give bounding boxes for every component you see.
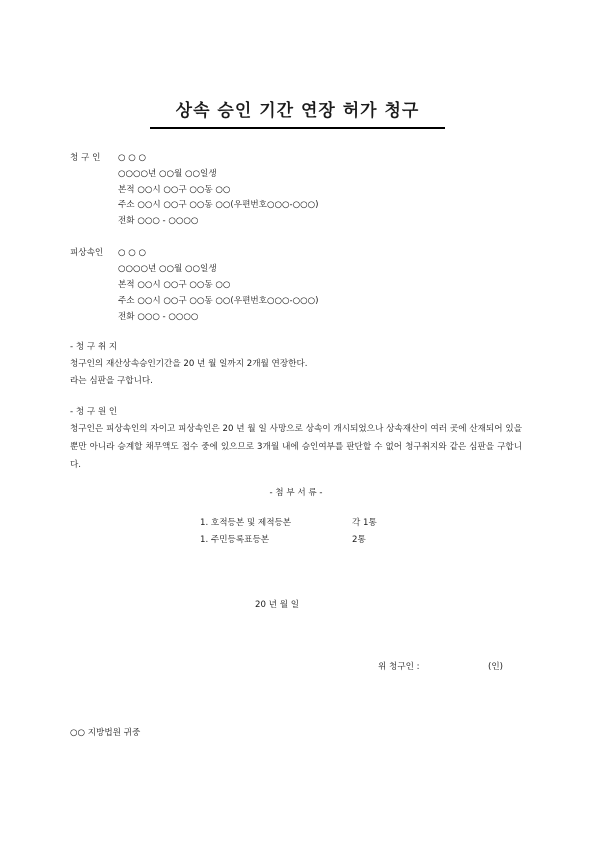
purpose-line-1: 청구인의 재산상속승인기간을 20 년 월 일까지 2개월 연장한다. (70, 359, 308, 369)
claimant-label: 청 구 인 (70, 153, 101, 163)
attachment-item-2: 1. 주민등록표등본 (200, 535, 270, 545)
claimant-address: 주소 ○○시 ○○구 ○○동 ○○(우편번호○○○-○○○) (118, 200, 319, 210)
seal-mark: (인) (488, 662, 504, 672)
decedent-birth: ○○○○년 ○○월 ○○일생 (118, 264, 217, 274)
claimant-name: ○ ○ ○ (118, 153, 146, 163)
purpose-heading: - 청 구 취 지 (70, 342, 118, 352)
decedent-address: 주소 ○○시 ○○구 ○○동 ○○(우편번호○○○-○○○) (118, 296, 319, 306)
attachment-item-1: 1. 호적등본 및 제적등본 (200, 518, 292, 528)
filing-date: 20 년 월 일 (255, 600, 300, 610)
attachment-count-2: 2통 (352, 535, 366, 545)
decedent-name: ○ ○ ○ (118, 248, 146, 258)
decedent-phone: 전화 ○○○ - ○○○○ (118, 312, 199, 322)
document-title: 상속 승인 기간 연장 허가 청구 (175, 101, 420, 121)
claimant-birth: ○○○○년 ○○월 ○○일생 (118, 169, 217, 179)
attachments-heading: - 첨 부 서 류 - (269, 488, 323, 498)
cause-paragraph: 청구인은 피상속인의 자이고 피상속인은 20 년 월 일 사망으로 상속이 개시되었으나 상속재산이 여러 곳에 산재되어 있을 뿐만 아니라 승계할 채무액도 접수 중에 있으므로 3개월 내에 승인여부를 판단할 수 없어 청구취지와 같은 심판을 구합니다. (70, 424, 522, 470)
signature-label: 위 청구인 : (378, 662, 420, 672)
decedent-label: 피상속인 (70, 248, 104, 258)
title-underline (150, 127, 445, 129)
claimant-phone: 전화 ○○○ - ○○○○ (118, 216, 199, 226)
decedent-domicile: 본적 ○○시 ○○구 ○○동 ○○ (118, 280, 231, 290)
attachment-count-1: 각 1통 (352, 518, 377, 528)
cause-heading: - 청 구 원 인 (70, 407, 118, 417)
claimant-domicile: 본적 ○○시 ○○구 ○○동 ○○ (118, 185, 231, 195)
purpose-line-2: 라는 심판을 구합니다. (70, 376, 153, 386)
court-addressee: ○○ 지방법원 귀중 (70, 728, 141, 738)
